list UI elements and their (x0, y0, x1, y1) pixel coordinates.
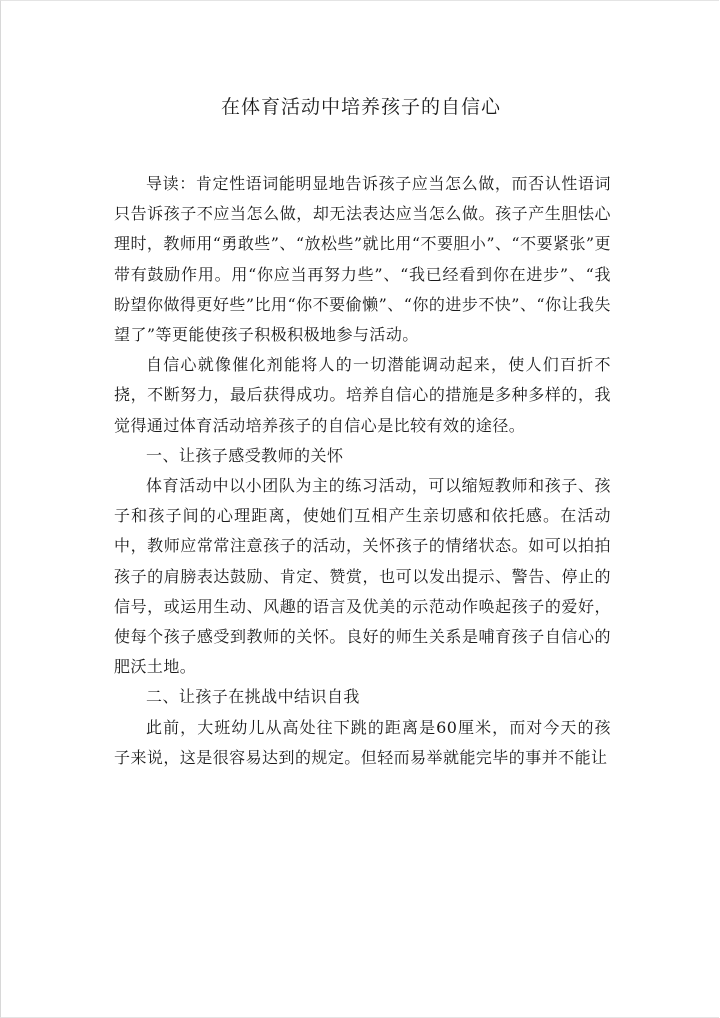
paragraph-confidence: 自信心就像催化剂能将人的一切潜能调动起来，使人们百折不挠，不断努力，最后获得成功。培养自信心的措施是多种多样的，我觉得通过体育活动培养孩子的自信心是比较有效的途径。 (114, 355, 611, 435)
section-heading-1: 一、让孩子感受教师的关怀 (146, 445, 344, 465)
section-heading-2: 二、让孩子在挑战中结识自我 (146, 687, 360, 707)
document-body (114, 169, 611, 773)
paragraph-section-1: 体育活动中以小团队为主的练习活动，可以缩短教师和孩子、孩子和孩子间的心理距离，使她们互相产生亲切感和依托感。在活动中，教师应常常注意孩子的活动，关怀孩子的情绪状态。如可以拍拍孩子的肩膀表达鼓励、肯定、赞赏，也可以发出提示、警告、停止的信号，或运用生动、风趣的语言及优美的示范动作唤起孩子的爱好，使每个孩子感受到教师的关怀。良好的师生关系是哺育孩子自信心的肥沃土地。 (114, 476, 611, 677)
paragraph-intro: 导读：肯定性语词能明显地告诉孩子应当怎么做，而否认性语词只告诉孩子不应当怎么做，却无法表达应当怎么做。孩子产生胆怯心理时，教师用“勇敢些”、“放松些”就比用“不要胆小”、“不要紧张”更带有鼓励作用。用“你应当再努力些”、“我已经看到你在进步”、“我盼望你做得更好些”比用“你不要偷懒”、“你的进步不快”、“你让我失望了”等更能使孩子积极积极地参与活动。 (114, 174, 611, 345)
paragraph-section-2: 此前，大班幼儿从高处往下跳的距离是60厘米，而对今天的孩子来说，这是很容易达到的规定。但轻而易举就能完毕的事并不能让 (114, 717, 611, 767)
document-title: 在体育活动中培养孩子的自信心 (220, 96, 501, 118)
